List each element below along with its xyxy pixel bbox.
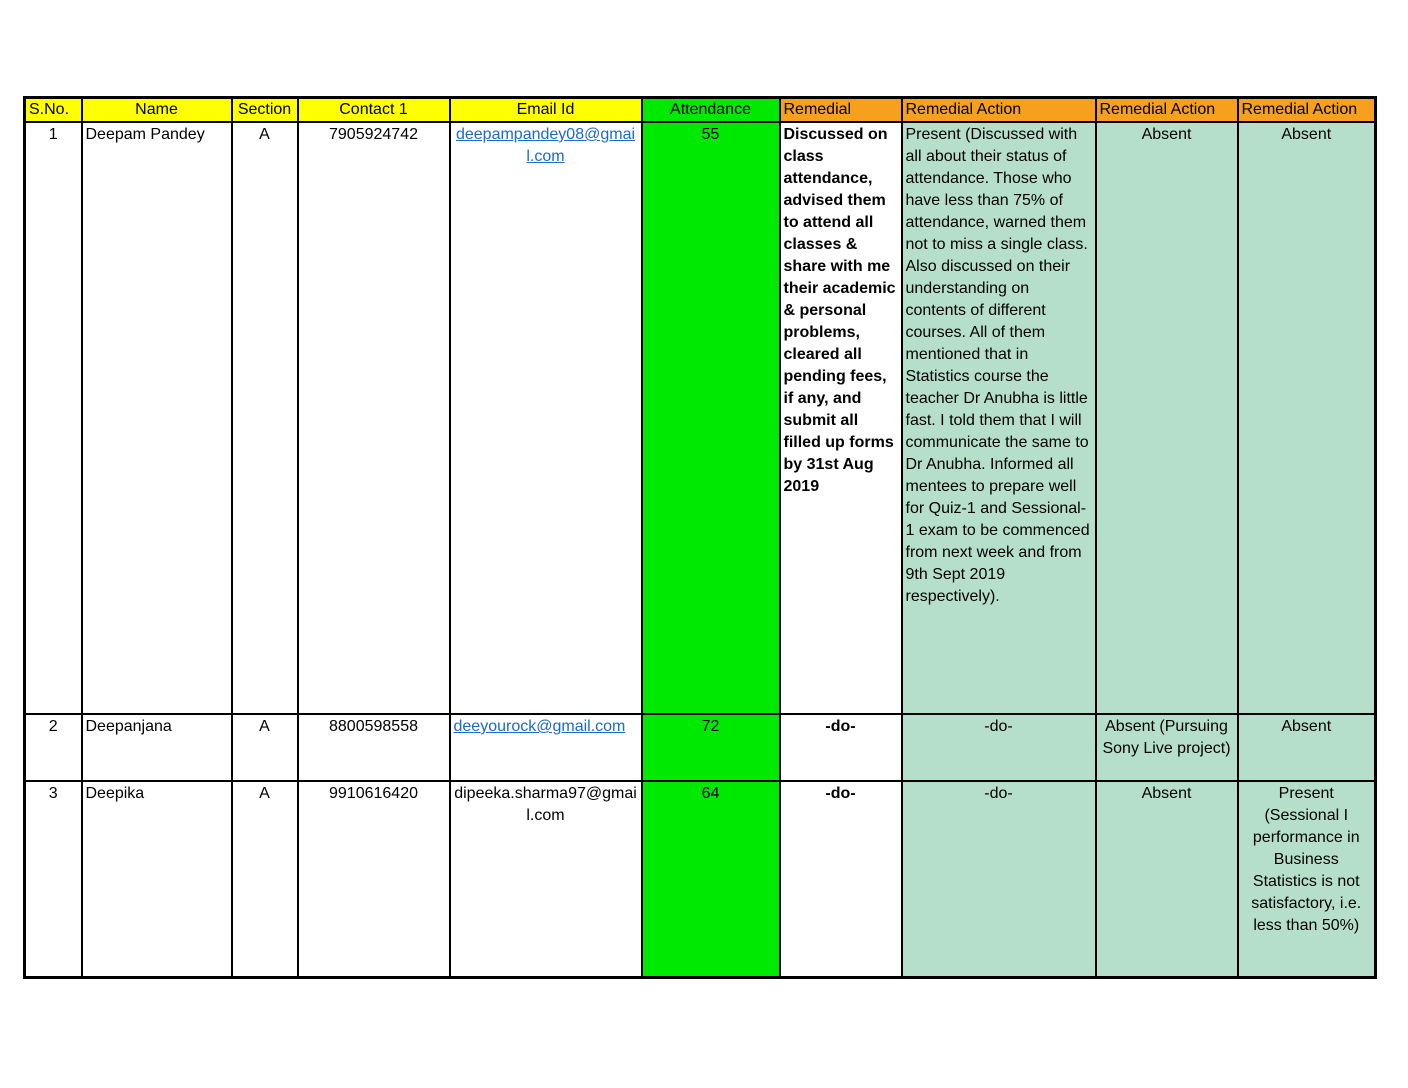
cell-contact: 7905924742	[298, 122, 450, 714]
cell-email	[450, 781, 642, 977]
cell-attendance: 64	[642, 781, 780, 977]
cell-contact: 9910616420	[298, 781, 450, 977]
cell-remedial-action-2: Absent	[1096, 122, 1238, 714]
cell-email	[450, 122, 642, 714]
email-text: dipeeka.sharma97@gmail.com	[454, 785, 637, 824]
cell-remedial-action-3: Absent	[1238, 714, 1376, 781]
cell-remedial-action-1: Present (Discussed with all about their status of attendance. Those who have less than 75% of attendance, warned them not to miss a single class. Also discussed on their understanding on contents of different courses. All of them mentioned that in Statistics course the teacher Dr Anubha is little fast. I told them that I will communicate the same to Dr Anubha. Informed all mentees to prepare well for Quiz-1 and Sessional-1 exam to be commenced from next week and from 9th Sept 2019 respectively).	[902, 122, 1096, 714]
table-row	[25, 714, 1376, 781]
header-remedial-action-3: Remedial Action	[1238, 98, 1376, 123]
header-remedial-action-1: Remedial Action	[902, 98, 1096, 123]
header-email: Email Id	[450, 98, 642, 123]
cell-sno: 2	[25, 714, 82, 781]
header-remedial-action-2: Remedial Action	[1096, 98, 1238, 123]
header-sno: S.No.	[25, 98, 82, 123]
cell-remedial-action-2: Absent (Pursuing Sony Live project)	[1096, 714, 1238, 781]
cell-remedial: Discussed on class attendance, advised them to attend all classes & share with me their academic & personal problems, cleared all pending fees, if any, and submit all filled up forms by 31st Aug 2019	[780, 122, 902, 714]
table-row	[25, 122, 1376, 714]
cell-section: A	[232, 781, 298, 977]
cell-name: Deepam Pandey	[82, 122, 232, 714]
cell-section: A	[232, 122, 298, 714]
header-row	[25, 98, 1376, 123]
cell-name: Deepika	[82, 781, 232, 977]
header-name: Name	[82, 98, 232, 123]
header-attendance: Attendance	[642, 98, 780, 123]
email-link[interactable]: deeyourock@gmail.com	[453, 718, 626, 735]
mentoring-table	[23, 96, 1377, 979]
cell-sno: 3	[25, 781, 82, 977]
cell-attendance: 55	[642, 122, 780, 714]
cell-remedial-action-1: -do-	[902, 714, 1096, 781]
email-link[interactable]: deepampandey08@gmail.com	[455, 126, 636, 165]
header-section: Section	[232, 98, 298, 123]
cell-remedial-action-3: Present (Sessional I performance in Business Statistics is not satisfactory, i.e. less than 50%)	[1238, 781, 1376, 977]
cell-email	[450, 714, 642, 781]
header-contact: Contact 1	[298, 98, 450, 123]
cell-section: A	[232, 714, 298, 781]
cell-sno: 1	[25, 122, 82, 714]
table-row	[25, 781, 1376, 977]
header-remedial: Remedial	[780, 98, 902, 123]
cell-remedial-action-1: -do-	[902, 781, 1096, 977]
cell-remedial-action-3: Absent	[1238, 122, 1376, 714]
cell-attendance: 72	[642, 714, 780, 781]
cell-remedial: -do-	[780, 781, 902, 977]
cell-remedial-action-2: Absent	[1096, 781, 1238, 977]
cell-contact: 8800598558	[298, 714, 450, 781]
cell-name: Deepanjana	[82, 714, 232, 781]
cell-remedial: -do-	[780, 714, 902, 781]
